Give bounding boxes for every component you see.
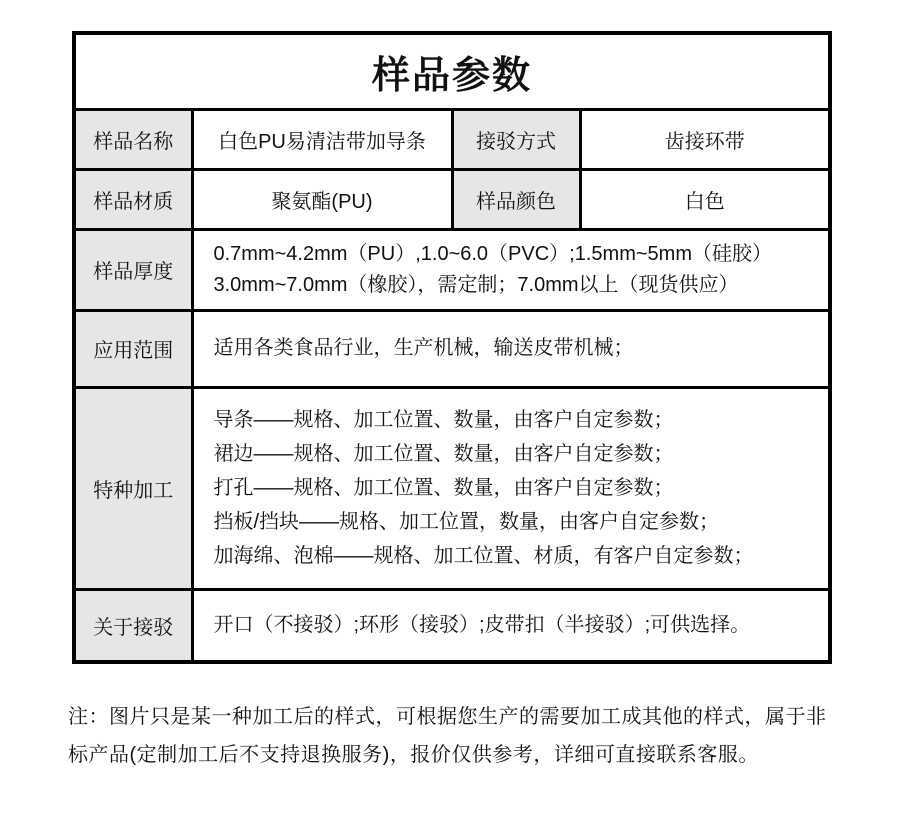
label-application-scope: 应用范围 xyxy=(74,310,192,387)
value-application-scope: 适用各类食品行业，生产机械，输送皮带机械； xyxy=(192,310,830,387)
label-sample-material: 样品材质 xyxy=(74,169,192,229)
value-special-processing xyxy=(192,387,830,589)
label-sample-color: 样品颜色 xyxy=(452,169,580,229)
value-sample-material: 聚氨酯(PU) xyxy=(192,169,452,229)
special-line-skirt: 裙边——规格、加工位置、数量，由客户自定参数； xyxy=(213,443,674,465)
thickness-line-1: 0.7mm~4.2mm（PU）,1.0~6.0（PVC）;1.5mm~5mm（硅胶） xyxy=(213,242,772,265)
sample-parameters-table xyxy=(72,31,832,664)
value-sample-name: 白色PU易清洁带加导条 xyxy=(192,109,452,169)
value-sample-color: 白色 xyxy=(580,169,830,229)
table-row-about-joint xyxy=(74,589,830,662)
footnote: 注：图片只是某一种加工后的样式，可根据您生产的需要加工成其他的样式，属于非标产品(定制加工后不支持退换服务)，报价仅供参考，详细可直接联系客服。 xyxy=(68,706,827,766)
label-sample-thickness: 样品厚度 xyxy=(74,229,192,310)
table-title-row xyxy=(74,33,830,109)
table-row-thickness xyxy=(74,229,830,310)
label-special-processing: 特种加工 xyxy=(74,387,192,589)
page-title: 样品参数 xyxy=(74,33,830,109)
table-row-material-color xyxy=(74,169,830,229)
value-about-joint: 开口（不接驳）;环形（接驳）;皮带扣（半接驳）;可供选择。 xyxy=(192,589,830,662)
special-line-baffle: 挡板/挡块——规格、加工位置，数量，由客户自定参数； xyxy=(213,511,720,533)
value-joint-method: 齿接环带 xyxy=(580,109,830,169)
special-processing-lines xyxy=(214,403,815,573)
table-row-name-joint xyxy=(74,109,830,169)
special-line-sponge: 加海绵、泡棉——规格、加工位置、材质，有客户自定参数； xyxy=(213,545,754,567)
label-joint-method: 接驳方式 xyxy=(452,109,580,169)
special-line-punching: 打孔——规格、加工位置、数量，由客户自定参数； xyxy=(213,477,674,499)
special-line-guide-strip: 导条——规格、加工位置、数量，由客户自定参数； xyxy=(213,409,674,431)
table-row-special-processing xyxy=(74,387,830,589)
label-about-joint: 关于接驳 xyxy=(74,589,192,662)
table-row-application xyxy=(74,310,830,387)
thickness-line-2: 3.0mm~7.0mm（橡胶），需定制；7.0mm以上（现货供应） xyxy=(213,273,739,296)
value-sample-thickness xyxy=(192,229,830,310)
label-sample-name: 样品名称 xyxy=(74,109,192,169)
